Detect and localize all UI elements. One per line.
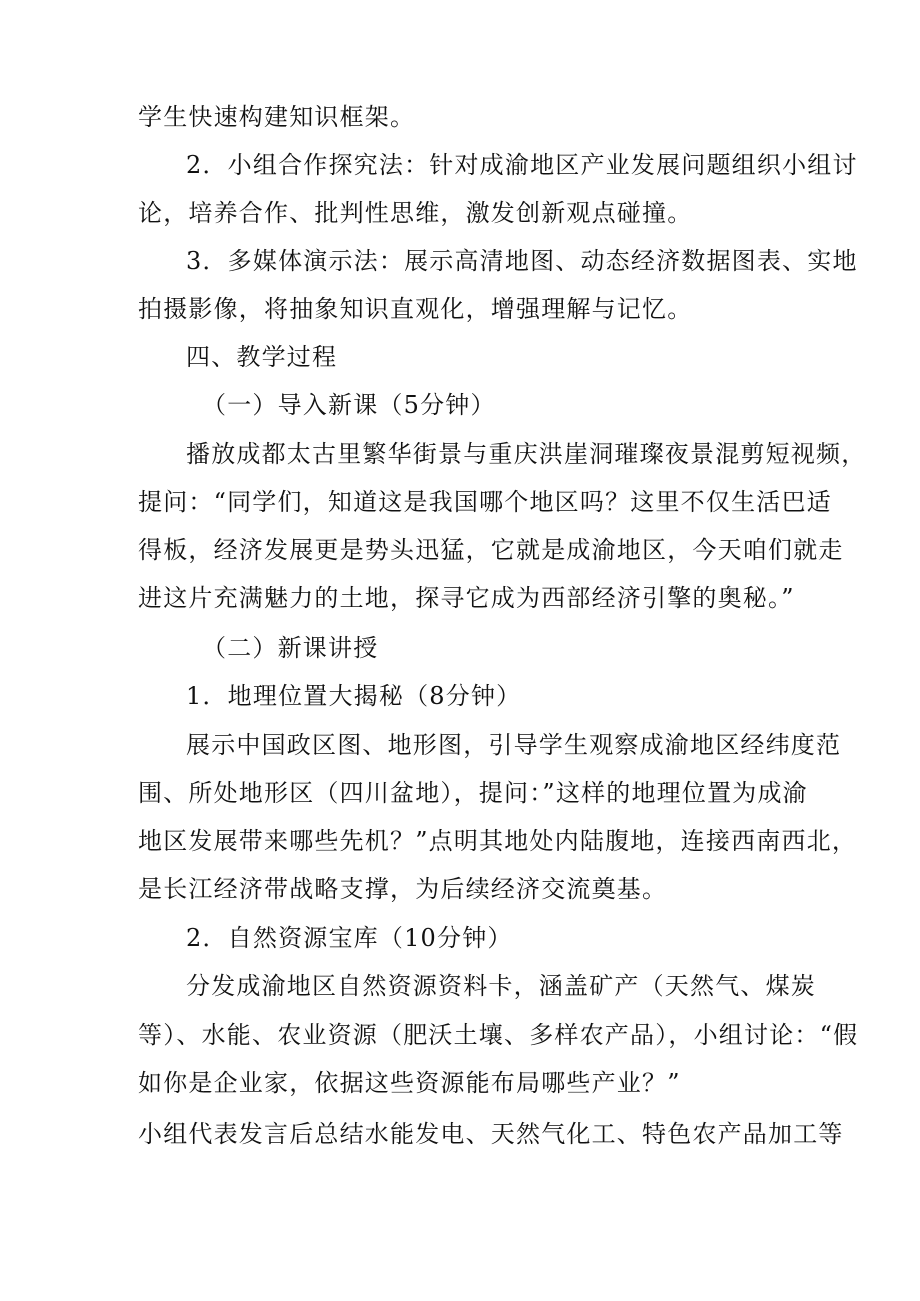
- method-item-2: 2．小组合作探究法：针对成渝地区产业发展问题组织小组讨: [186, 151, 858, 179]
- paragraph-line: 分发成渝地区自然资源资料卡，涵盖矿产（天然气、煤炭: [186, 972, 816, 1000]
- subsection-heading: （二）新课讲授: [202, 634, 379, 662]
- paragraph-line: 围、所处地形区（四川盆地），提问：”这样的地理位置为成渝: [138, 779, 808, 807]
- paragraph-line: 等）、水能、农业资源（肥沃土壤、多样农产品），小组讨论：“假: [138, 1021, 859, 1049]
- paragraph-line: 展示中国政区图、地形图，引导学生观察成渝地区经纬度范: [186, 731, 842, 759]
- paragraph-line: 得板，经济发展更是势头迅猛，它就是成渝地区，今天咱们就走: [138, 536, 844, 564]
- paragraph-line: 提问：“同学们，知道这是我国哪个地区吗？这里不仅生活巴适: [138, 488, 832, 516]
- topic-heading: 2．自然资源宝库（10分钟）: [186, 924, 513, 952]
- paragraph-line: 学生快速构建知识框架。: [138, 103, 416, 131]
- method-item-3: 3．多媒体演示法：展示高清地图、动态经济数据图表、实地: [186, 247, 858, 275]
- paragraph-line: 播放成都太古里繁华街景与重庆洪崖洞璀璨夜景混剪短视频，: [186, 440, 867, 468]
- paragraph-line: 拍摄影像，将抽象知识直观化，增强理解与记忆。: [138, 295, 693, 323]
- topic-heading: 1．地理位置大揭秘（8分钟）: [186, 682, 522, 710]
- paragraph-line: 地区发展带来哪些先机？”点明其地处内陆腹地，连接西南西北，: [138, 827, 858, 855]
- paragraph-line: 小组代表发言后总结水能发电、天然气化工、特色农产品加工等: [138, 1120, 844, 1148]
- paragraph-line: 是长江经济带战略支撑，为后续经济交流奠基。: [138, 875, 668, 903]
- section-heading: 四、教学过程: [186, 343, 338, 371]
- paragraph-line: 论，培养合作、批判性思维，激发创新观点碰撞。: [138, 199, 693, 227]
- paragraph-line: 进这片充满魅力的土地，探寻它成为西部经济引擎的奥秘。”: [138, 584, 795, 612]
- paragraph-line: 如你是企业家，依据这些资源能布局哪些产业？”: [138, 1069, 681, 1097]
- subsection-heading: （一）导入新课（5分钟）: [202, 391, 496, 419]
